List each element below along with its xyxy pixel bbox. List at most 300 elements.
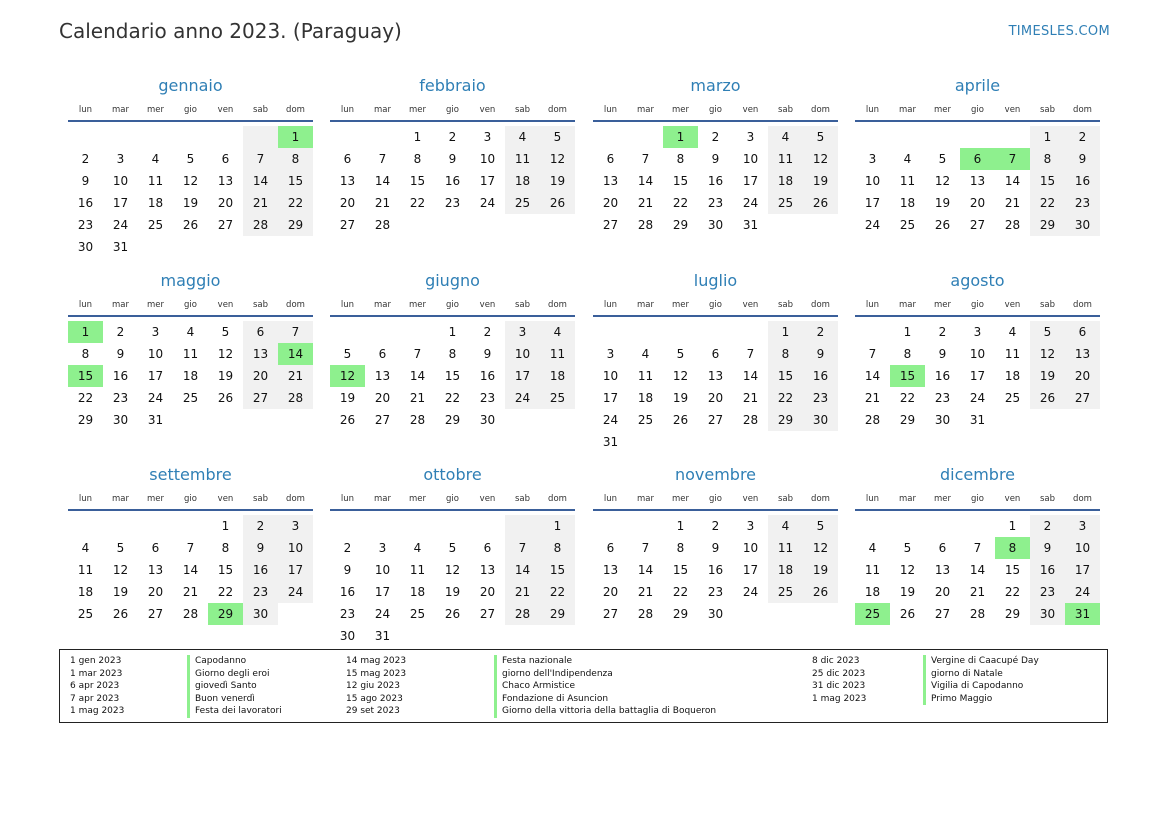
day-cell: 24 — [969, 391, 986, 405]
day-cell: 8 — [903, 347, 912, 361]
day-cell: 22 — [278, 192, 313, 214]
day-cell: 20 — [479, 585, 496, 599]
day-cell: 16 — [707, 563, 724, 577]
day-cell: 26 — [672, 413, 689, 427]
day-cell: 7 — [973, 541, 982, 555]
day-cell: 24 — [742, 196, 759, 210]
holiday-day-cell: 8 — [995, 537, 1030, 559]
day-cell: 2 — [448, 130, 457, 144]
day-cell: 9 — [116, 347, 125, 361]
weekday-label: lun — [865, 300, 880, 310]
day-cell: 19 — [899, 585, 916, 599]
weekday-label: lun — [340, 105, 355, 115]
weekday-header — [68, 105, 313, 119]
day-cell: 24 — [147, 391, 164, 405]
day-cell: 3 — [278, 515, 313, 537]
day-cell: 20 — [969, 196, 986, 210]
day-cell: 21 — [182, 585, 199, 599]
day-cell: 5 — [1030, 321, 1065, 343]
day-cell: 18 — [540, 365, 575, 387]
day-cell: 3 — [378, 541, 387, 555]
weekday-label: gio — [971, 105, 984, 115]
day-cell: 5 — [116, 541, 125, 555]
day-cell: 19 — [217, 369, 234, 383]
day-cell: 13 — [147, 563, 164, 577]
day-cell: 27 — [374, 413, 391, 427]
day-cell: 16 — [1030, 559, 1065, 581]
day-cell: 12 — [899, 563, 916, 577]
day-cell: 16 — [339, 585, 356, 599]
day-cell: 5 — [803, 126, 838, 148]
day-cell: 10 — [742, 152, 759, 166]
day-cell: 3 — [868, 152, 877, 166]
weekday-label: mar — [899, 105, 916, 115]
day-cell: 8 — [81, 347, 90, 361]
day-cell: 4 — [903, 152, 912, 166]
day-cell: 21 — [1004, 196, 1021, 210]
day-cell: 30 — [112, 413, 129, 427]
day-cell: 17 — [147, 369, 164, 383]
day-cell: 6 — [483, 541, 492, 555]
day-cell: 6 — [1065, 321, 1100, 343]
day-cell: 30 — [707, 218, 724, 232]
weekday-label: sab — [777, 494, 794, 504]
day-cell: 5 — [540, 126, 575, 148]
weekday-label: dom — [548, 494, 567, 504]
day-cell: 17 — [374, 585, 391, 599]
day-cell: 7 — [243, 148, 278, 170]
legend-date: 1 gen 2023 — [70, 656, 122, 666]
day-cell: 10 — [602, 369, 619, 383]
day-cell: 2 — [116, 325, 125, 339]
weekday-label: mar — [112, 494, 129, 504]
day-cell: 28 — [864, 413, 881, 427]
weekday-label: lun — [340, 494, 355, 504]
day-cell: 6 — [221, 152, 230, 166]
day-cell: 6 — [606, 541, 615, 555]
header-divider — [68, 120, 313, 122]
day-cell: 12 — [540, 148, 575, 170]
month-title: febbraio — [419, 76, 486, 95]
day-cell: 24 — [1065, 581, 1100, 603]
day-cell: 30 — [707, 607, 724, 621]
day-cell: 26 — [540, 192, 575, 214]
legend-holiday-name: Chaco Armistice — [494, 680, 716, 693]
weekday-label: dom — [1073, 300, 1092, 310]
day-cell: 10 — [112, 174, 129, 188]
day-cell: 13 — [339, 174, 356, 188]
day-cell: 16 — [707, 174, 724, 188]
day-cell: 17 — [278, 559, 313, 581]
day-cell: 13 — [243, 343, 278, 365]
day-cell: 14 — [637, 563, 654, 577]
weekday-label: ven — [1004, 105, 1021, 115]
day-cell: 9 — [1030, 537, 1065, 559]
day-cell: 2 — [711, 130, 720, 144]
day-cell: 8 — [676, 541, 685, 555]
day-cell: 12 — [803, 148, 838, 170]
day-cell: 28 — [969, 607, 986, 621]
day-cell: 18 — [505, 170, 540, 192]
weekday-label: ven — [479, 494, 496, 504]
day-cell: 3 — [606, 347, 615, 361]
weekday-label: lun — [603, 105, 618, 115]
day-cell: 15 — [444, 369, 461, 383]
weekday-header — [330, 494, 575, 508]
day-cell: 1 — [1030, 126, 1065, 148]
day-cell: 15 — [672, 174, 689, 188]
holiday-day-cell: 31 — [1065, 603, 1100, 625]
day-cell: 15 — [1004, 563, 1021, 577]
day-cell: 16 — [479, 369, 496, 383]
legend-holiday-name: Vergine di Caacupé Day — [923, 655, 1039, 668]
day-cell: 3 — [505, 321, 540, 343]
day-cell: 29 — [1030, 214, 1065, 236]
header-divider — [330, 509, 575, 511]
day-cell: 11 — [768, 148, 803, 170]
weekday-label: mer — [146, 494, 164, 504]
day-cell: 25 — [505, 192, 540, 214]
day-cell: 10 — [864, 174, 881, 188]
day-cell: 19 — [112, 585, 129, 599]
day-cell: 24 — [112, 218, 129, 232]
weekday-label: gio — [184, 105, 197, 115]
day-cell: 25 — [768, 192, 803, 214]
day-cell: 11 — [505, 148, 540, 170]
weekday-label: mer — [671, 300, 689, 310]
legend-holiday-name: Festa nazionale — [494, 655, 716, 668]
day-cell: 27 — [217, 218, 234, 232]
day-cell: 8 — [540, 537, 575, 559]
day-cell: 24 — [864, 218, 881, 232]
weekday-label: lun — [603, 300, 618, 310]
weekday-label: mar — [899, 494, 916, 504]
day-cell: 19 — [934, 196, 951, 210]
month-title: maggio — [160, 271, 221, 290]
day-cell: 23 — [444, 196, 461, 210]
day-cell: 2 — [483, 325, 492, 339]
day-cell: 20 — [147, 585, 164, 599]
day-cell: 29 — [899, 413, 916, 427]
day-cell: 27 — [969, 218, 986, 232]
weekday-label: sab — [252, 105, 269, 115]
day-cell: 22 — [1004, 585, 1021, 599]
day-cell: 15 — [768, 365, 803, 387]
day-cell: 24 — [278, 581, 313, 603]
month-title: marzo — [690, 76, 741, 95]
legend-date: 15 ago 2023 — [346, 693, 403, 704]
day-cell: 22 — [217, 585, 234, 599]
day-cell: 5 — [938, 152, 947, 166]
day-cell: 4 — [81, 541, 90, 555]
weekday-label: gio — [971, 300, 984, 310]
day-cell: 20 — [602, 196, 619, 210]
day-cell: 19 — [672, 391, 689, 405]
legend-date: 29 set 2023 — [346, 706, 400, 716]
day-cell: 3 — [116, 152, 125, 166]
day-cell: 9 — [483, 347, 492, 361]
day-cell: 26 — [444, 607, 461, 621]
day-cell: 26 — [934, 218, 951, 232]
day-cell: 31 — [374, 629, 391, 643]
day-cell: 18 — [147, 196, 164, 210]
day-cell: 31 — [602, 435, 619, 449]
legend-holiday-name: Buon venerdì — [187, 693, 282, 706]
day-cell: 22 — [409, 196, 426, 210]
day-cell: 27 — [602, 607, 619, 621]
day-cell: 4 — [641, 347, 650, 361]
weekday-label: mar — [112, 300, 129, 310]
day-cell: 27 — [243, 387, 278, 409]
month-title: agosto — [950, 271, 1005, 290]
weekday-label: sab — [514, 494, 531, 504]
day-cell: 5 — [448, 541, 457, 555]
day-cell: 2 — [1065, 126, 1100, 148]
day-cell: 20 — [243, 365, 278, 387]
day-cell: 19 — [1030, 365, 1065, 387]
day-cell: 15 — [217, 563, 234, 577]
day-cell: 30 — [1065, 214, 1100, 236]
day-cell: 14 — [969, 563, 986, 577]
day-cell: 23 — [112, 391, 129, 405]
day-cell: 12 — [672, 369, 689, 383]
day-cell: 18 — [182, 369, 199, 383]
day-cell: 26 — [1030, 387, 1065, 409]
weekday-label: dom — [548, 300, 567, 310]
weekday-label: mer — [671, 105, 689, 115]
weekend-padding — [243, 126, 278, 148]
day-cell: 21 — [637, 196, 654, 210]
weekday-label: gio — [709, 494, 722, 504]
day-cell: 2 — [1030, 515, 1065, 537]
day-cell: 5 — [903, 541, 912, 555]
header-divider — [330, 120, 575, 122]
day-cell: 16 — [803, 365, 838, 387]
day-cell: 9 — [803, 343, 838, 365]
page-title: Calendario anno 2023. (Paraguay) — [59, 19, 402, 43]
weekday-header — [593, 105, 838, 119]
legend-date: 1 mag 2023 — [70, 706, 125, 716]
day-cell: 28 — [182, 607, 199, 621]
legend-names-col-1 — [187, 655, 282, 718]
day-cell: 20 — [707, 391, 724, 405]
day-cell: 12 — [112, 563, 129, 577]
day-cell: 3 — [1065, 515, 1100, 537]
day-cell: 30 — [479, 413, 496, 427]
day-cell: 10 — [147, 347, 164, 361]
day-cell: 14 — [505, 559, 540, 581]
day-cell: 19 — [803, 170, 838, 192]
weekday-label: ven — [742, 494, 759, 504]
day-cell: 7 — [186, 541, 195, 555]
day-cell: 21 — [243, 192, 278, 214]
day-cell: 20 — [602, 585, 619, 599]
legend-date: 1 mag 2023 — [812, 693, 867, 704]
day-cell: 6 — [606, 152, 615, 166]
day-cell: 20 — [934, 585, 951, 599]
weekday-header — [855, 300, 1100, 314]
day-cell: 18 — [1004, 369, 1021, 383]
day-cell: 4 — [1008, 325, 1017, 339]
legend-holiday-name: Primo Maggio — [923, 693, 1039, 706]
weekday-label: ven — [1004, 494, 1021, 504]
day-cell: 14 — [1004, 174, 1021, 188]
day-cell: 14 — [243, 170, 278, 192]
day-cell: 25 — [637, 413, 654, 427]
day-cell: 28 — [243, 214, 278, 236]
weekday-label: lun — [78, 105, 93, 115]
legend-holiday-name: Vigilia di Capodanno — [923, 680, 1039, 693]
day-cell: 14 — [742, 369, 759, 383]
day-cell: 12 — [803, 537, 838, 559]
day-cell: 13 — [602, 174, 619, 188]
day-cell: 11 — [182, 347, 199, 361]
legend-holiday-name: giorno di Natale — [923, 668, 1039, 681]
day-cell: 1 — [903, 325, 912, 339]
weekday-header — [855, 105, 1100, 119]
day-cell: 29 — [1004, 607, 1021, 621]
day-cell: 27 — [934, 607, 951, 621]
weekday-label: gio — [184, 494, 197, 504]
weekday-label: lun — [865, 494, 880, 504]
day-cell: 5 — [186, 152, 195, 166]
day-cell: 22 — [77, 391, 94, 405]
day-cell: 14 — [409, 369, 426, 383]
day-cell: 9 — [343, 563, 352, 577]
day-cell: 17 — [505, 365, 540, 387]
weekday-label: mar — [112, 105, 129, 115]
day-cell: 25 — [540, 387, 575, 409]
day-cell: 17 — [742, 563, 759, 577]
header-divider — [855, 120, 1100, 122]
legend-holiday-name: giorno dell'Indipendenza — [494, 668, 716, 681]
day-cell: 11 — [864, 563, 881, 577]
day-cell: 10 — [505, 343, 540, 365]
day-cell: 14 — [182, 563, 199, 577]
day-cell: 6 — [243, 321, 278, 343]
day-cell: 27 — [147, 607, 164, 621]
day-cell: 21 — [278, 365, 313, 387]
day-cell: 21 — [637, 585, 654, 599]
day-cell: 16 — [444, 174, 461, 188]
day-cell: 9 — [1065, 148, 1100, 170]
day-cell: 9 — [711, 541, 720, 555]
day-cell: 8 — [448, 347, 457, 361]
month-title: luglio — [693, 271, 738, 290]
day-cell: 12 — [1030, 343, 1065, 365]
day-cell: 29 — [77, 413, 94, 427]
weekday-label: dom — [548, 105, 567, 115]
day-cell: 22 — [768, 387, 803, 409]
weekday-label: lun — [603, 494, 618, 504]
day-cell: 13 — [602, 563, 619, 577]
day-cell: 21 — [374, 196, 391, 210]
day-cell: 5 — [803, 515, 838, 537]
header-divider — [68, 315, 313, 317]
month-title: giugno — [425, 271, 480, 290]
weekday-label: dom — [1073, 105, 1092, 115]
day-cell: 13 — [707, 369, 724, 383]
day-cell: 11 — [1004, 347, 1021, 361]
day-cell: 23 — [243, 581, 278, 603]
header-divider — [855, 509, 1100, 511]
day-cell: 2 — [81, 152, 90, 166]
weekday-label: gio — [446, 105, 459, 115]
day-cell: 20 — [339, 196, 356, 210]
day-cell: 17 — [969, 369, 986, 383]
day-cell: 22 — [672, 585, 689, 599]
holiday-legend — [59, 649, 1108, 723]
day-cell: 18 — [77, 585, 94, 599]
day-cell: 16 — [112, 369, 129, 383]
weekday-label: dom — [1073, 494, 1092, 504]
legend-holiday-name: Fondazione di Asuncion — [494, 693, 716, 706]
day-cell: 7 — [868, 347, 877, 361]
day-cell: 13 — [479, 563, 496, 577]
day-cell: 30 — [934, 413, 951, 427]
day-cell: 1 — [413, 130, 422, 144]
day-cell: 1 — [768, 321, 803, 343]
day-cell: 18 — [637, 391, 654, 405]
brand-link[interactable]: TIMESLES.COM — [1008, 24, 1110, 39]
weekday-label: lun — [865, 105, 880, 115]
day-cell: 4 — [151, 152, 160, 166]
weekday-label: mar — [374, 494, 391, 504]
weekday-label: mar — [899, 300, 916, 310]
day-cell: 17 — [864, 196, 881, 210]
day-cell: 13 — [1065, 343, 1100, 365]
day-cell: 12 — [182, 174, 199, 188]
holiday-day-cell: 25 — [855, 603, 890, 625]
day-cell: 9 — [81, 174, 90, 188]
day-cell: 26 — [217, 391, 234, 405]
day-cell: 11 — [540, 343, 575, 365]
legend-dates-col-2 — [346, 655, 406, 718]
weekday-label: ven — [479, 105, 496, 115]
day-cell: 18 — [864, 585, 881, 599]
holiday-day-cell: 1 — [663, 126, 698, 148]
weekday-label: ven — [217, 105, 234, 115]
day-cell: 31 — [112, 240, 129, 254]
header-divider — [593, 120, 838, 122]
day-cell: 9 — [243, 537, 278, 559]
legend-holiday-name: Capodanno — [187, 655, 282, 668]
day-cell: 25 — [768, 581, 803, 603]
day-cell: 3 — [973, 325, 982, 339]
day-cell: 28 — [637, 218, 654, 232]
day-cell: 1 — [540, 515, 575, 537]
day-cell: 19 — [540, 170, 575, 192]
day-cell: 31 — [742, 218, 759, 232]
weekday-header — [330, 300, 575, 314]
legend-dates-col-3 — [812, 655, 866, 705]
day-cell: 8 — [278, 148, 313, 170]
holiday-day-cell: 15 — [68, 365, 103, 387]
day-cell: 12 — [934, 174, 951, 188]
day-cell: 30 — [243, 603, 278, 625]
weekday-label: ven — [479, 300, 496, 310]
weekday-label: sab — [777, 300, 794, 310]
day-cell: 10 — [742, 541, 759, 555]
weekday-label: sab — [1039, 105, 1056, 115]
day-cell: 29 — [768, 409, 803, 431]
day-cell: 11 — [77, 563, 94, 577]
day-cell: 17 — [112, 196, 129, 210]
weekday-label: sab — [1039, 300, 1056, 310]
day-cell: 31 — [969, 413, 986, 427]
day-cell: 7 — [641, 541, 650, 555]
day-cell: 3 — [151, 325, 160, 339]
